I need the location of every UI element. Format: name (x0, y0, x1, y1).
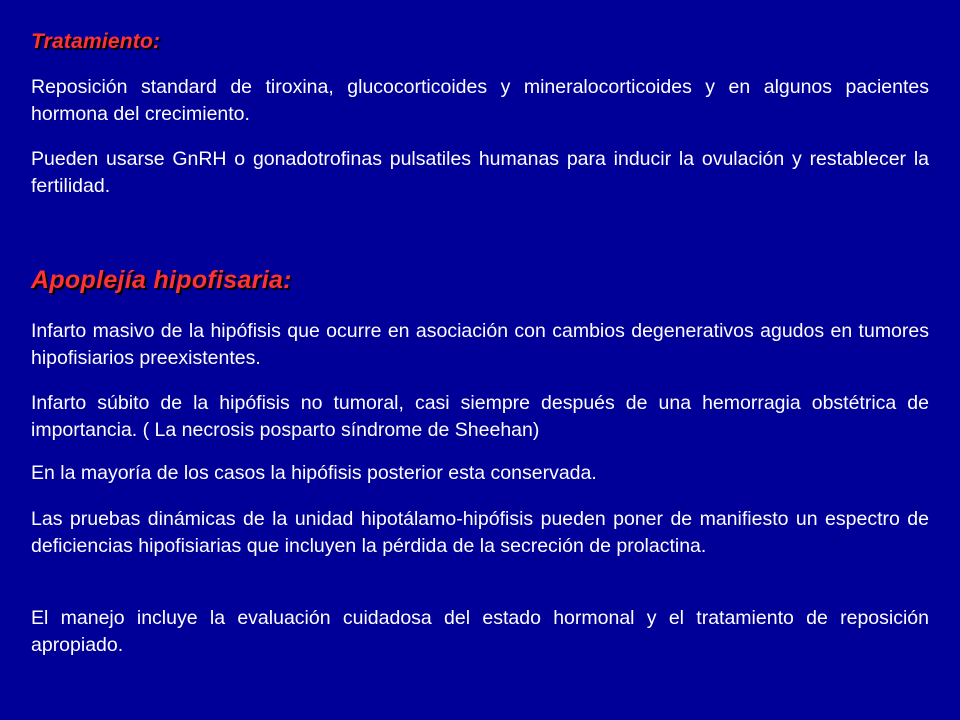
tratamiento-heading: Tratamiento: (31, 30, 161, 53)
apoplejia-paragraph-1: Infarto masivo de la hipófisis que ocurre en asociación con cambios degenerativos agudos en tumores hipofisiarios preexistentes. (31, 320, 929, 369)
tratamiento-paragraph-2: Pueden usarse GnRH o gonadotrofinas pulsatiles humanas para inducir la ovulación y restablecer la fertilidad. (31, 148, 929, 197)
apoplejia-paragraph-2: Infarto súbito de la hipófisis no tumoral, casi siempre después de una hemorragia obstétrica de importancia. ( La necrosis posparto síndrome de Sheehan) (31, 392, 929, 441)
apoplejia-paragraph-5: El manejo incluye la evaluación cuidadosa del estado hormonal y el tratamiento de reposición apropiado. (31, 607, 929, 656)
apoplejia-heading: Apoplejía hipofisaria: (31, 266, 292, 294)
tratamiento-paragraph-1: Reposición standard de tiroxina, glucocorticoides y mineralocorticoides y en algunos pacientes hormona del crecimiento. (31, 76, 929, 125)
apoplejia-paragraph-4: Las pruebas dinámicas de la unidad hipotálamo-hipófisis pueden poner de manifiesto un espectro de deficiencias hipofisiarias que incluyen la pérdida de la secreción de prolactina. (31, 508, 929, 557)
apoplejia-paragraph-3: En la mayoría de los casos la hipófisis posterior esta conservada. (31, 462, 597, 484)
